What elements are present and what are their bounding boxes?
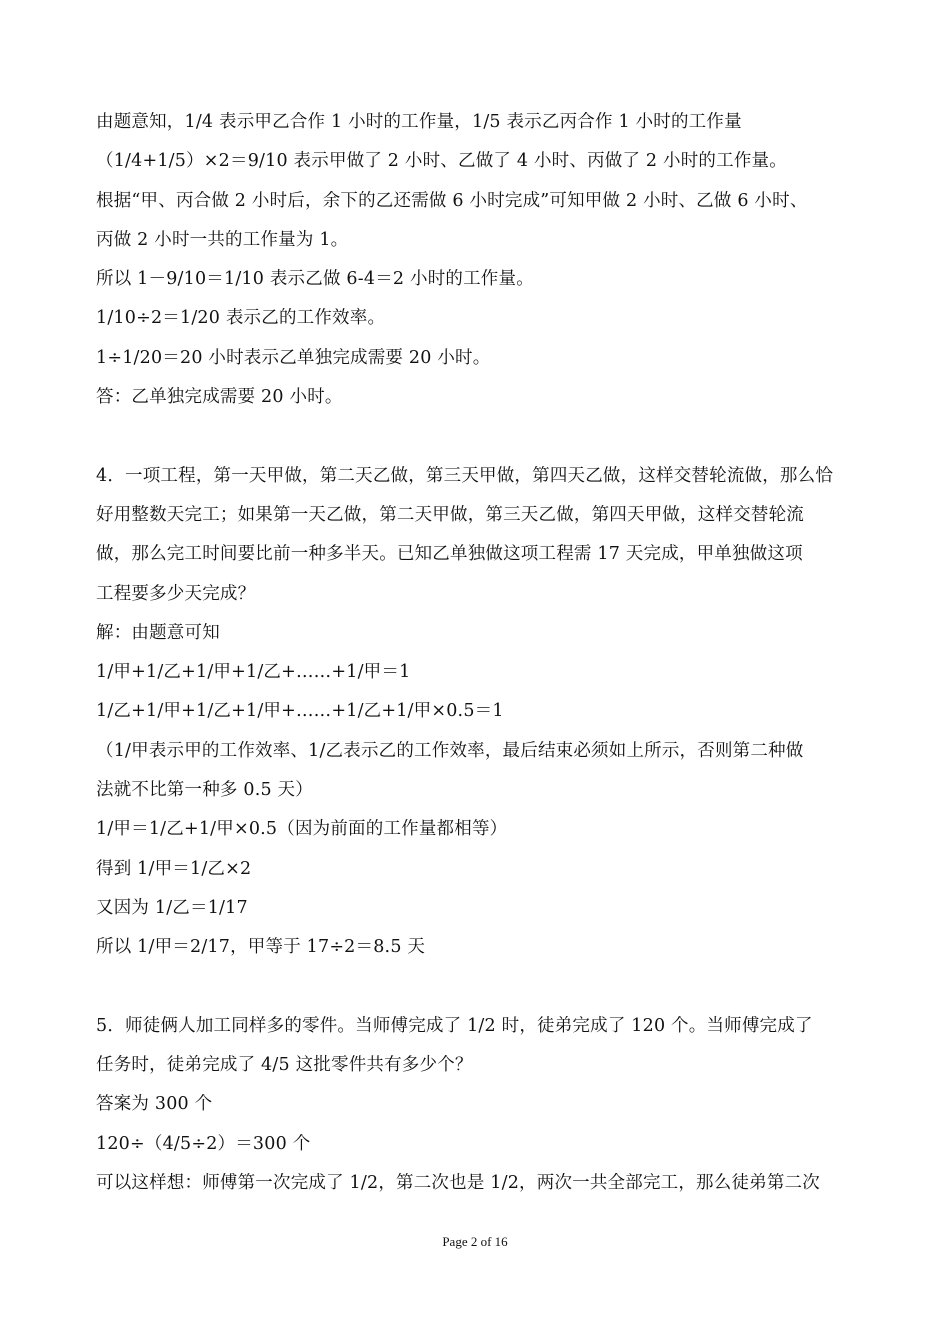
text-line: 好用整数天完工；如果第一天乙做，第二天甲做，第三天乙做，第四天甲做，这样交替轮流 <box>96 504 804 525</box>
paragraph-gap <box>96 968 856 1007</box>
equation-line: 得到 1/甲＝1/乙×2 <box>96 858 252 879</box>
answer-line: 答：乙单独完成需要 20 小时。 <box>96 387 343 408</box>
text-line: 可以这样想：师傅第一次完成了 1/2，第二次也是 1/2，两次一共全部完工，那么徒弟第二次 <box>96 1173 820 1194</box>
text-line: 丙做 2 小时一共的工作量为 1。 <box>96 229 349 250</box>
problem-5 <box>96 1007 856 1203</box>
equation-line: 1/乙+1/甲+1/乙+1/甲+……+1/乙+1/甲×0.5＝1 <box>96 701 504 722</box>
text-line: 所以 1－9/10＝1/10 表示乙做 6-4＝2 小时的工作量。 <box>96 269 534 290</box>
text-line: 做，那么完工时间要比前一种多半天。已知乙单独做这项工程需 17 天完成，甲单独做这项 <box>96 544 803 565</box>
text-line: 解：由题意可知 <box>96 622 220 643</box>
text-line: 1÷1/20＝20 小时表示乙单独完成需要 20 小时。 <box>96 347 491 368</box>
paragraph-gap <box>96 417 856 456</box>
text-line: 1/10÷2＝1/20 表示乙的工作效率。 <box>96 308 386 329</box>
solution-problem-3 <box>96 103 856 417</box>
equation-line: 1/甲＝1/乙+1/甲×0.5（因为前面的工作量都相等） <box>96 819 508 840</box>
text-line: 根据“甲、丙合做 2 小时后，余下的乙还需做 6 小时完成”可知甲做 2 小时、乙做 6 小时、 <box>96 190 808 211</box>
text-line: 法就不比第一种多 0.5 天） <box>96 780 313 801</box>
text-line: （1/甲表示甲的工作效率、1/乙表示乙的工作效率，最后结束必须如上所示，否则第二种做 <box>96 740 804 761</box>
text-line: 4．一项工程，第一天甲做，第二天乙做，第三天甲做，第四天乙做，这样交替轮流做，那么恰 <box>96 465 834 486</box>
equation-line: 又因为 1/乙＝1/17 <box>96 897 248 918</box>
text-line: 5．师徒俩人加工同样多的零件。当师傅完成了 1/2 时，徒弟完成了 120 个。当师傅完成了 <box>96 1015 813 1036</box>
problem-4 <box>96 457 856 968</box>
text-line: （1/4+1/5）×2＝9/10 表示甲做了 2 小时、乙做了 4 小时、丙做了 2 小时的工作量。 <box>96 151 787 172</box>
text-line: 由题意知，1/4 表示甲乙合作 1 小时的工作量，1/5 表示乙丙合作 1 小时的工作量 <box>96 112 742 132</box>
page-content <box>96 103 856 1203</box>
equation-line: 1/甲+1/乙+1/甲+1/乙+……+1/甲＝1 <box>96 662 411 683</box>
equation-line: 120÷（4/5÷2）＝300 个 <box>96 1133 311 1154</box>
text-line: 工程要多少天完成？ <box>96 583 256 604</box>
page-number: Page 2 of 16 <box>442 1234 508 1249</box>
text-line: 任务时，徒弟完成了 4/5 这批零件共有多少个？ <box>96 1055 473 1076</box>
answer-line: 所以 1/甲＝2/17，甲等于 17÷2＝8.5 天 <box>96 937 426 958</box>
answer-line: 答案为 300 个 <box>96 1094 213 1115</box>
